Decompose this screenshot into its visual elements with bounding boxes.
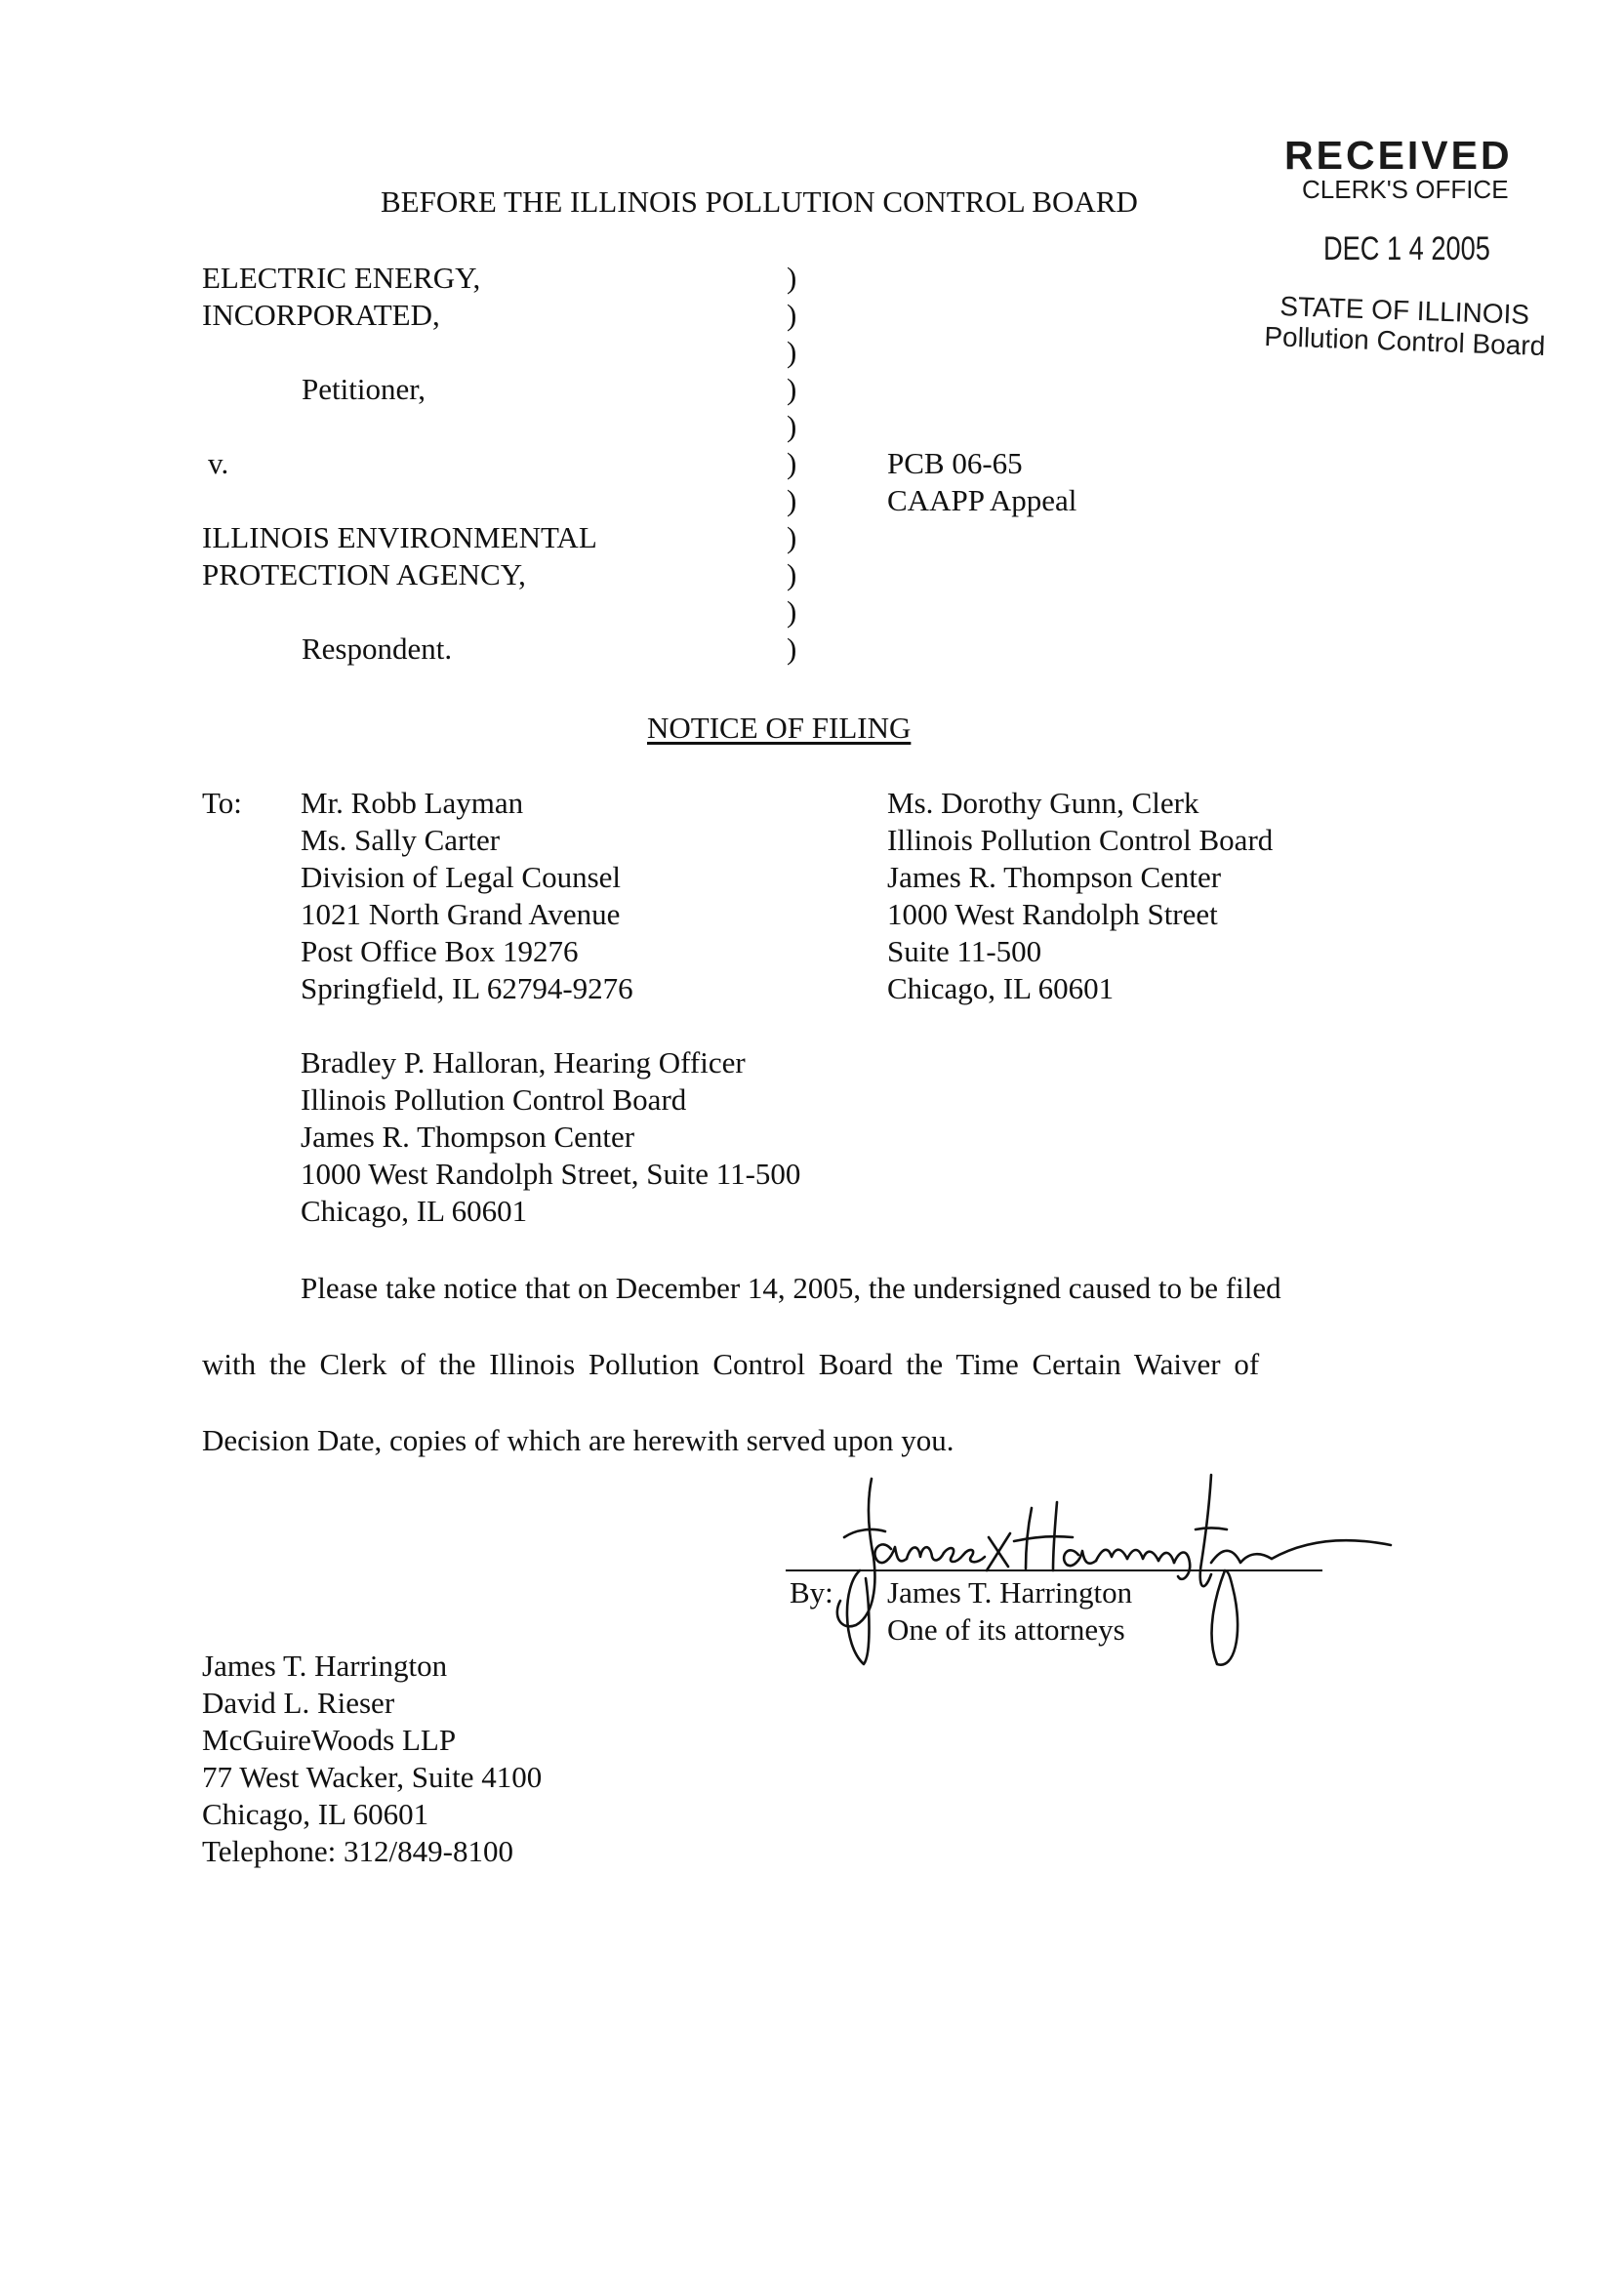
- counsel-line: James T. Harrington: [202, 1649, 448, 1683]
- address-line: Springfield, IL 62794-9276: [301, 971, 633, 1005]
- caption-paren: ): [787, 335, 797, 369]
- caption-paren: ): [787, 409, 797, 443]
- recipient-block-hearing-officer: [301, 1044, 800, 1230]
- counsel-line: Chicago, IL 60601: [202, 1797, 429, 1831]
- stamp-received: RECEIVED: [1284, 133, 1513, 178]
- counsel-line: Telephone: 312/849-8100: [202, 1834, 513, 1868]
- stamp-board: Pollution Control Board: [1263, 321, 1546, 362]
- respondent-role: Respondent.: [302, 632, 453, 666]
- address-line: 1000 West Randolph Street, Suite 11-500: [301, 1157, 801, 1191]
- body-line-3: Decision Date, copies of which are herewith served upon you.: [202, 1423, 954, 1457]
- notice-title: NOTICE OF FILING: [647, 711, 912, 745]
- address-line: 1000 West Randolph Street: [887, 897, 1218, 931]
- caption-paren: ): [787, 594, 797, 629]
- case-number: PCB 06-65: [887, 446, 1023, 480]
- received-stamp: [1263, 127, 1581, 371]
- caption-paren: ): [787, 520, 797, 554]
- petitioner-name-line1: ELECTRIC ENERGY,: [202, 261, 481, 295]
- respondent-name-line2: PROTECTION AGENCY,: [202, 557, 526, 591]
- counsel-block: [202, 1648, 542, 1870]
- address-line: Bradley P. Halloran, Hearing Officer: [301, 1045, 746, 1080]
- recipient-block-left: [301, 785, 633, 1007]
- address-line: Chicago, IL 60601: [887, 971, 1115, 1005]
- body-line-1: Please take notice that on December 14, 2005, the undersigned caused to be filed: [301, 1271, 1281, 1305]
- signature-block: [776, 1469, 1401, 1684]
- caption-paren: ): [787, 261, 797, 295]
- petitioner-name-line2: INCORPORATED,: [202, 298, 440, 332]
- counsel-line: 77 West Wacker, Suite 4100: [202, 1760, 543, 1794]
- address-line: Ms. Sally Carter: [301, 823, 501, 857]
- stamp-state: STATE OF ILLINOIS: [1279, 291, 1530, 330]
- address-line: James R. Thompson Center: [887, 860, 1222, 894]
- signer-title: One of its attorneys: [887, 1612, 1125, 1647]
- signer-name: James T. Harrington: [887, 1575, 1133, 1610]
- address-line: Ms. Dorothy Gunn, Clerk: [887, 786, 1199, 820]
- caption-paren: ): [787, 298, 797, 332]
- address-line: Chicago, IL 60601: [301, 1194, 528, 1228]
- case-info: [887, 445, 1076, 519]
- caption-parentheses: [787, 260, 796, 668]
- address-line: Illinois Pollution Control Board: [301, 1082, 687, 1117]
- address-line: Post Office Box 19276: [301, 934, 579, 968]
- petitioner-role: Petitioner,: [302, 372, 426, 406]
- caption-paren: ): [787, 632, 797, 666]
- counsel-line: David L. Rieser: [202, 1686, 395, 1720]
- address-line: 1021 North Grand Avenue: [301, 897, 621, 931]
- address-line: Illinois Pollution Control Board: [887, 823, 1274, 857]
- address-line: Mr. Robb Layman: [301, 786, 524, 820]
- address-line: Suite 11-500: [887, 934, 1042, 968]
- caption-paren: ): [787, 372, 797, 406]
- counsel-line: McGuireWoods LLP: [202, 1723, 457, 1757]
- recipient-block-right: [887, 785, 1273, 1007]
- to-label: To:: [202, 786, 242, 820]
- case-type: CAAPP Appeal: [887, 483, 1077, 517]
- versus-label: v.: [208, 446, 229, 480]
- caption-paren: ): [787, 483, 797, 517]
- by-label: By:: [790, 1575, 833, 1610]
- board-heading: BEFORE THE ILLINOIS POLLUTION CONTROL BOARD: [381, 184, 1138, 219]
- signature-line: [786, 1569, 1322, 1571]
- address-line: Division of Legal Counsel: [301, 860, 622, 894]
- stamp-clerks-office: CLERK'S OFFICE: [1302, 175, 1509, 204]
- respondent-name-line1: ILLINOIS ENVIRONMENTAL: [202, 520, 597, 554]
- stamp-date: DEC 1 4 2005: [1323, 230, 1490, 267]
- caption-paren: ): [787, 446, 797, 480]
- address-line: James R. Thompson Center: [301, 1120, 635, 1154]
- body-line-2: with the Clerk of the Illinois Pollution Control Board the Time Certain Waiver of: [202, 1347, 1260, 1381]
- caption-parties: [202, 260, 597, 668]
- caption-paren: ): [787, 557, 797, 591]
